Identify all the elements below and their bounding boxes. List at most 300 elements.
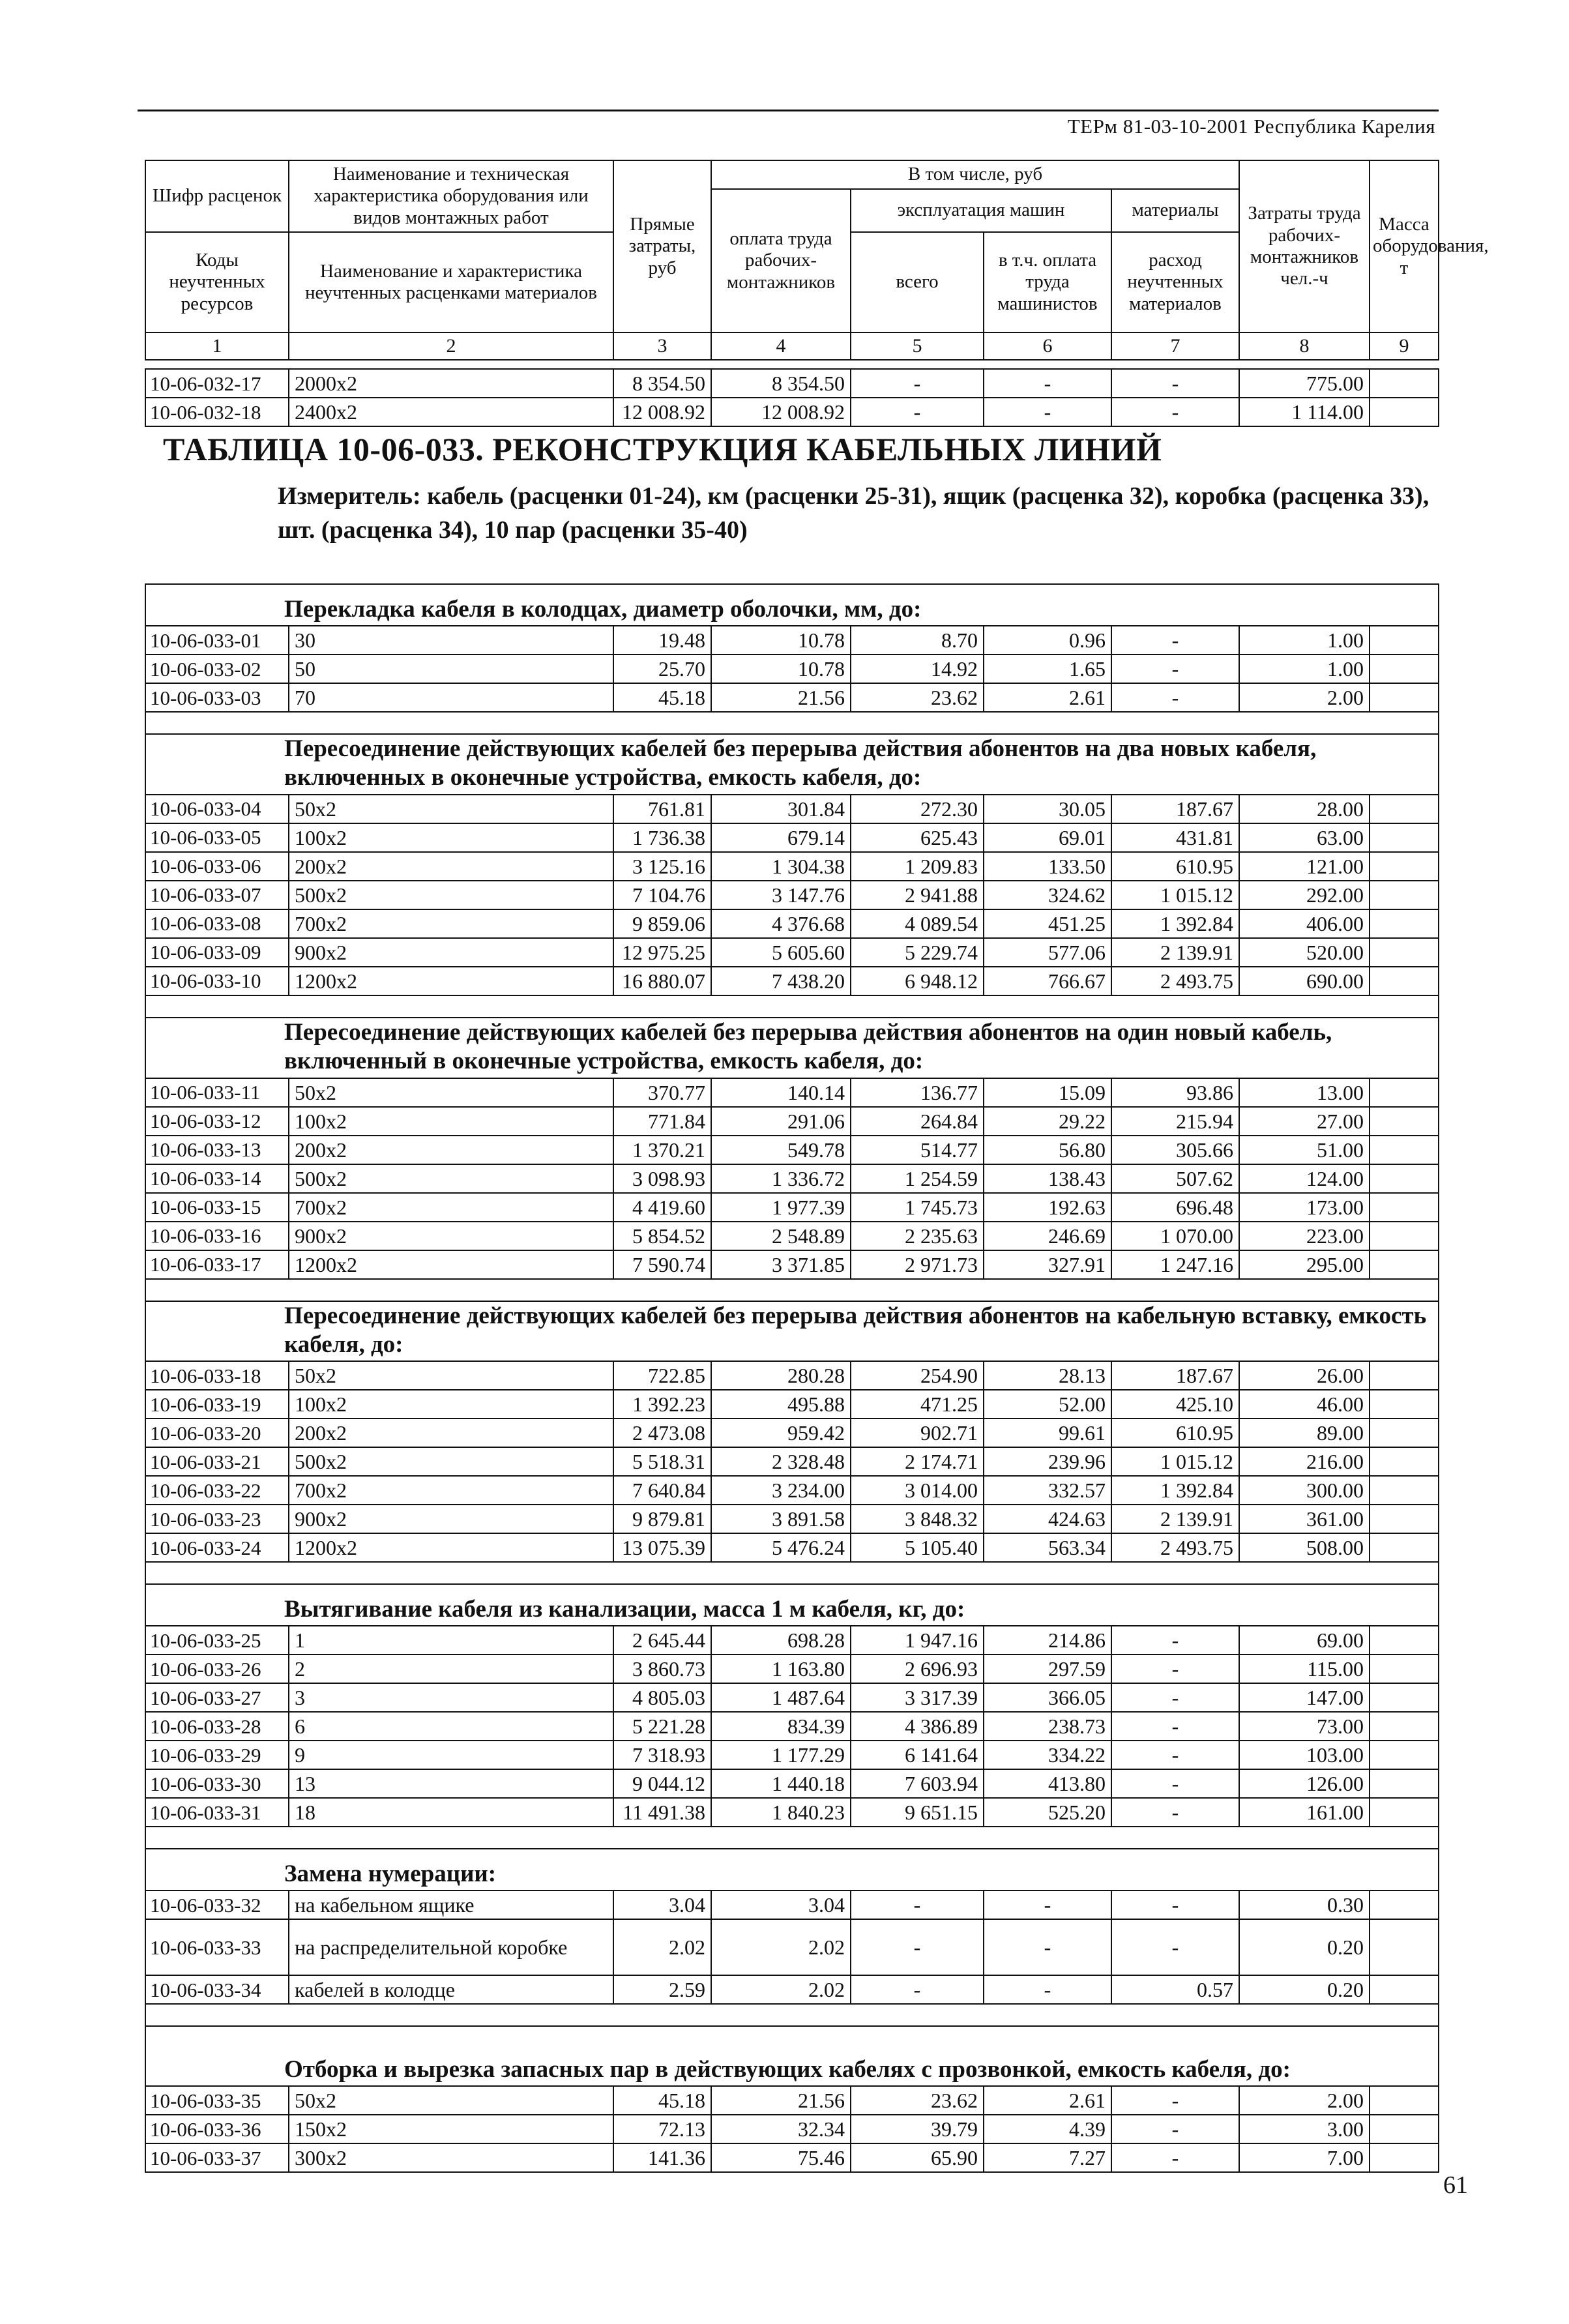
value-cell: 264.84	[851, 1107, 984, 1136]
value-cell: 272.30	[851, 795, 984, 823]
value-cell: 12 975.25	[613, 938, 711, 967]
value-cell	[1370, 1136, 1439, 1164]
rate-code-cell: 10-06-033-28	[145, 1712, 289, 1741]
rate-code-cell: 10-06-033-31	[145, 1798, 289, 1827]
col-code-bottom: Коды неучтенных ресурсов	[145, 232, 289, 332]
column-number-cell: 9	[1370, 332, 1439, 360]
value-cell	[1370, 1769, 1439, 1798]
value-cell	[1370, 1975, 1439, 2004]
table-row	[145, 795, 1439, 823]
value-cell: 8 354.50	[711, 369, 851, 398]
section-spacer	[145, 2004, 1439, 2026]
value-cell: 187.67	[1111, 795, 1239, 823]
value-cell: 1 392.84	[1111, 909, 1239, 938]
table-row	[145, 1476, 1439, 1505]
value-cell: 1 070.00	[1111, 1222, 1239, 1250]
rate-code-cell: 10-06-033-22	[145, 1476, 289, 1505]
value-cell	[1370, 1078, 1439, 1107]
value-cell: -	[1111, 1798, 1239, 1827]
spec-cell: 700x2	[289, 1193, 613, 1222]
value-cell	[1370, 2143, 1439, 2172]
value-cell: 3 371.85	[711, 1250, 851, 1279]
value-cell: 223.00	[1239, 1222, 1370, 1250]
value-cell: -	[1111, 369, 1239, 398]
spec-cell: 50x2	[289, 1078, 613, 1107]
value-cell: 5 221.28	[613, 1712, 711, 1741]
section-title: Перекладка кабеля в колодцах, диаметр оболочки, мм, до:	[145, 584, 1439, 626]
table-row	[145, 938, 1439, 967]
value-cell: 292.00	[1239, 881, 1370, 909]
value-cell: 3.04	[613, 1890, 711, 1919]
value-cell: 291.06	[711, 1107, 851, 1136]
col-equipment-mass: Масса оборудования, т	[1370, 160, 1439, 332]
value-cell: 32.34	[711, 2115, 851, 2143]
col-materials: материалы	[1111, 189, 1239, 232]
value-cell: 2 493.75	[1111, 967, 1239, 995]
value-cell	[1370, 683, 1439, 712]
value-cell	[1370, 1476, 1439, 1505]
value-cell: -	[1111, 2115, 1239, 2143]
value-cell: 45.18	[613, 683, 711, 712]
value-cell: 3 125.16	[613, 852, 711, 881]
value-cell: 4 376.68	[711, 909, 851, 938]
table-row	[145, 1890, 1439, 1919]
value-cell: 28.00	[1239, 795, 1370, 823]
value-cell: 214.86	[984, 1626, 1111, 1655]
value-cell	[1370, 795, 1439, 823]
value-cell	[1370, 967, 1439, 995]
value-cell: 10.78	[711, 626, 851, 655]
value-cell: 2 696.93	[851, 1655, 984, 1683]
value-cell: -	[984, 1919, 1111, 1975]
value-cell: 2.00	[1239, 2086, 1370, 2115]
value-cell: 39.79	[851, 2115, 984, 2143]
value-cell: 56.80	[984, 1136, 1111, 1164]
spec-cell: 100x2	[289, 1390, 613, 1419]
spec-cell: 30	[289, 626, 613, 655]
value-cell: 63.00	[1239, 823, 1370, 852]
value-cell	[1370, 2115, 1439, 2143]
header-rule	[138, 110, 1439, 111]
value-cell	[1370, 938, 1439, 967]
value-cell: 2 493.75	[1111, 1533, 1239, 1562]
value-cell: 7 318.93	[613, 1741, 711, 1769]
value-cell: 99.61	[984, 1419, 1111, 1447]
table-row	[145, 1769, 1439, 1798]
value-cell: 2 548.89	[711, 1222, 851, 1250]
value-cell: -	[1111, 1890, 1239, 1919]
value-cell: 0.20	[1239, 1975, 1370, 2004]
value-cell: 9 879.81	[613, 1505, 711, 1533]
table-title: ТАБЛИЦА 10-06-033. РЕКОНСТРУКЦИЯ КАБЕЛЬНЫХ ЛИНИЙ	[163, 431, 1162, 467]
value-cell: 4 419.60	[613, 1193, 711, 1222]
table-row	[145, 1136, 1439, 1164]
table-row	[145, 1505, 1439, 1533]
value-cell: 1.65	[984, 655, 1111, 683]
value-cell: 413.80	[984, 1769, 1111, 1798]
section-title-row	[145, 584, 1439, 626]
value-cell: 324.62	[984, 881, 1111, 909]
section-title-row	[145, 2026, 1439, 2086]
value-cell: 89.00	[1239, 1419, 1370, 1447]
rate-code-cell: 10-06-032-18	[145, 398, 289, 426]
spec-cell: на распределительной коробке	[289, 1919, 613, 1975]
value-cell: 520.00	[1239, 938, 1370, 967]
value-cell: 495.88	[711, 1390, 851, 1419]
value-cell: -	[1111, 1712, 1239, 1741]
value-cell: 45.18	[613, 2086, 711, 2115]
table-row	[145, 881, 1439, 909]
spec-cell: 200x2	[289, 1419, 613, 1447]
value-cell	[1370, 1533, 1439, 1562]
table-row	[145, 626, 1439, 655]
value-cell: 7 438.20	[711, 967, 851, 995]
rate-code-cell: 10-06-033-26	[145, 1655, 289, 1683]
rate-code-cell: 10-06-033-05	[145, 823, 289, 852]
value-cell: 7 590.74	[613, 1250, 711, 1279]
value-cell: 2.61	[984, 2086, 1111, 2115]
column-number-row	[145, 332, 1439, 360]
value-cell: -	[1111, 1919, 1239, 1975]
value-cell: -	[984, 1890, 1111, 1919]
table-row	[145, 1193, 1439, 1222]
value-cell: 577.06	[984, 938, 1111, 967]
column-number-cell: 4	[711, 332, 851, 360]
value-cell: 332.57	[984, 1476, 1111, 1505]
value-cell: 2 174.71	[851, 1447, 984, 1476]
col-machines-total: всего	[851, 232, 984, 332]
rate-code-cell: 10-06-033-20	[145, 1419, 289, 1447]
value-cell: 72.13	[613, 2115, 711, 2143]
spec-cell: 18	[289, 1798, 613, 1827]
value-cell: 1.00	[1239, 626, 1370, 655]
value-cell: 9 651.15	[851, 1798, 984, 1827]
section-title: Отборка и вырезка запасных пар в действующих кабелях с прозвонкой, емкость кабеля, до:	[145, 2026, 1439, 2086]
value-cell	[1370, 1683, 1439, 1712]
spec-cell: кабелей в колодце	[289, 1975, 613, 2004]
rate-code-cell: 10-06-033-01	[145, 626, 289, 655]
value-cell	[1370, 1250, 1439, 1279]
spec-cell: 6	[289, 1712, 613, 1741]
rate-code-cell: 10-06-033-34	[145, 1975, 289, 2004]
value-cell: 4 805.03	[613, 1683, 711, 1712]
value-cell: 147.00	[1239, 1683, 1370, 1712]
rate-code-cell: 10-06-033-25	[145, 1626, 289, 1655]
table-row	[145, 1078, 1439, 1107]
value-cell: 451.25	[984, 909, 1111, 938]
value-cell: 10.78	[711, 655, 851, 683]
value-cell: 69.01	[984, 823, 1111, 852]
value-cell: 2.61	[984, 683, 1111, 712]
rate-code-cell: 10-06-033-19	[145, 1390, 289, 1419]
value-cell: 46.00	[1239, 1390, 1370, 1419]
page-header: ТЕРм 81-03-10-2001 Республика Карелия	[1067, 115, 1435, 138]
table-row	[145, 369, 1439, 398]
value-cell: 1 487.64	[711, 1683, 851, 1712]
value-cell: 507.62	[1111, 1164, 1239, 1193]
value-cell	[1370, 1505, 1439, 1533]
value-cell: 679.14	[711, 823, 851, 852]
value-cell: 138.43	[984, 1164, 1111, 1193]
rate-code-cell: 10-06-033-09	[145, 938, 289, 967]
value-cell: 959.42	[711, 1419, 851, 1447]
value-cell: 238.73	[984, 1712, 1111, 1741]
value-cell	[1370, 1626, 1439, 1655]
table-row	[145, 1107, 1439, 1136]
table-row	[145, 2086, 1439, 2115]
value-cell: -	[851, 1890, 984, 1919]
value-cell: 1 947.16	[851, 1626, 984, 1655]
value-cell: -	[1111, 1626, 1239, 1655]
value-cell: 696.48	[1111, 1193, 1239, 1222]
column-number-cell: 8	[1239, 332, 1370, 360]
col-name-bottom: Наименование и характеристика неучтенных расценками материалов	[289, 232, 613, 332]
value-cell: 3 234.00	[711, 1476, 851, 1505]
rate-code-cell: 10-06-033-15	[145, 1193, 289, 1222]
table-row	[145, 823, 1439, 852]
value-cell: -	[1111, 655, 1239, 683]
value-cell: 366.05	[984, 1683, 1111, 1712]
spec-cell: 70	[289, 683, 613, 712]
value-cell	[1370, 1390, 1439, 1419]
value-cell	[1370, 1919, 1439, 1975]
table-row	[145, 1533, 1439, 1562]
rate-code-cell: 10-06-033-07	[145, 881, 289, 909]
value-cell: 23.62	[851, 683, 984, 712]
rate-code-cell: 10-06-033-23	[145, 1505, 289, 1533]
value-cell: 722.85	[613, 1361, 711, 1390]
spec-cell: 9	[289, 1741, 613, 1769]
rates-table	[145, 583, 1439, 2173]
value-cell: 525.20	[984, 1798, 1111, 1827]
spec-cell: 1200x2	[289, 1533, 613, 1562]
value-cell: 295.00	[1239, 1250, 1370, 1279]
value-cell: 334.22	[984, 1741, 1111, 1769]
value-cell: 549.78	[711, 1136, 851, 1164]
value-cell: 1 336.72	[711, 1164, 851, 1193]
table-row	[145, 398, 1439, 426]
spec-cell: 100x2	[289, 1107, 613, 1136]
value-cell: 11 491.38	[613, 1798, 711, 1827]
value-cell: 5 476.24	[711, 1533, 851, 1562]
spec-cell: 200x2	[289, 852, 613, 881]
value-cell: 216.00	[1239, 1447, 1370, 1476]
rate-code-cell: 10-06-033-17	[145, 1250, 289, 1279]
value-cell	[1370, 1798, 1439, 1827]
value-cell: 28.13	[984, 1361, 1111, 1390]
value-cell: 766.67	[984, 967, 1111, 995]
value-cell: 902.71	[851, 1419, 984, 1447]
column-number-cell: 1	[145, 332, 289, 360]
spec-cell: 50x2	[289, 2086, 613, 2115]
value-cell: -	[1111, 683, 1239, 712]
value-cell: 2 941.88	[851, 881, 984, 909]
value-cell: 563.34	[984, 1533, 1111, 1562]
value-cell: 115.00	[1239, 1655, 1370, 1683]
value-cell: 1 114.00	[1239, 398, 1370, 426]
value-cell: -	[1111, 1769, 1239, 1798]
value-cell: 5 854.52	[613, 1222, 711, 1250]
value-cell: 280.28	[711, 1361, 851, 1390]
table-row	[145, 967, 1439, 995]
table-row	[145, 1447, 1439, 1476]
column-number-cell: 3	[613, 332, 711, 360]
value-cell: 1 247.16	[1111, 1250, 1239, 1279]
table-row	[145, 1222, 1439, 1250]
table-row	[145, 1419, 1439, 1447]
value-cell: 2 235.63	[851, 1222, 984, 1250]
rate-code-cell: 10-06-033-18	[145, 1361, 289, 1390]
spec-cell: 2	[289, 1655, 613, 1683]
spec-cell: 50x2	[289, 795, 613, 823]
value-cell	[1370, 1419, 1439, 1447]
section-spacer	[145, 995, 1439, 1018]
measure-unit-note: Измеритель: кабель (расценки 01-24), км (расценки 25-31), ящик (расценка 32), коробка (расценка 33), шт. (расценка 34), 10 пар (расценки 35-40)	[278, 482, 1430, 544]
value-cell: 7 104.76	[613, 881, 711, 909]
value-cell: 51.00	[1239, 1136, 1370, 1164]
value-cell: 771.84	[613, 1107, 711, 1136]
value-cell: 301.84	[711, 795, 851, 823]
section-title: Пересоединение действующих кабелей без перерыва действия абонентов на кабельную вставку, емкость кабеля, до:	[145, 1301, 1439, 1362]
col-name-top: Наименование и техническая характеристика оборудования или видов монтажных работ	[289, 160, 613, 232]
rate-code-cell: 10-06-033-12	[145, 1107, 289, 1136]
value-cell: 14.92	[851, 655, 984, 683]
rate-code-cell: 10-06-033-11	[145, 1078, 289, 1107]
table-row	[145, 655, 1439, 683]
value-cell: 1 392.23	[613, 1390, 711, 1419]
col-direct-costs: Прямые затраты, руб	[613, 160, 711, 332]
value-cell: 1 736.38	[613, 823, 711, 852]
value-cell: 2.00	[1239, 683, 1370, 712]
value-cell: 4 386.89	[851, 1712, 984, 1741]
value-cell: 2 328.48	[711, 1447, 851, 1476]
value-cell: 161.00	[1239, 1798, 1370, 1827]
table-row	[145, 1626, 1439, 1655]
section-title-row	[145, 1301, 1439, 1362]
column-number-cell: 7	[1111, 332, 1239, 360]
value-cell	[1370, 1164, 1439, 1193]
value-cell: -	[1111, 2143, 1239, 2172]
value-cell	[1370, 1741, 1439, 1769]
value-cell: 73.00	[1239, 1712, 1370, 1741]
value-cell: 2.02	[711, 1919, 851, 1975]
value-cell	[1370, 909, 1439, 938]
value-cell: 27.00	[1239, 1107, 1370, 1136]
spec-cell: 1200x2	[289, 1250, 613, 1279]
value-cell: 3 098.93	[613, 1164, 711, 1193]
value-cell: 1 015.12	[1111, 881, 1239, 909]
spec-cell: 50x2	[289, 1361, 613, 1390]
value-cell	[1370, 655, 1439, 683]
section-title: Пересоединение действующих кабелей без перерыва действия абонентов на два новых кабеля, включенных в оконечные устройства, емкость кабеля, до:	[145, 734, 1439, 795]
value-cell: 7 603.94	[851, 1769, 984, 1798]
value-cell: -	[1111, 398, 1239, 426]
value-cell: 300.00	[1239, 1476, 1370, 1505]
column-header-table	[145, 160, 1489, 360]
value-cell: 15.09	[984, 1078, 1111, 1107]
value-cell: 424.63	[984, 1505, 1111, 1533]
value-cell: 1.00	[1239, 655, 1370, 683]
spec-cell: 13	[289, 1769, 613, 1798]
value-cell: 761.81	[613, 795, 711, 823]
value-cell: 69.00	[1239, 1626, 1370, 1655]
value-cell: -	[851, 369, 984, 398]
value-cell: 3 014.00	[851, 1476, 984, 1505]
value-cell: 187.67	[1111, 1361, 1239, 1390]
table-row	[145, 1919, 1439, 1975]
value-cell	[1370, 2086, 1439, 2115]
spec-cell: на кабельном ящике	[289, 1890, 613, 1919]
value-cell: -	[851, 1919, 984, 1975]
column-number-cell: 6	[984, 332, 1111, 360]
section-title: Вытягивание кабеля из канализации, масса 1 м кабеля, кг, до:	[145, 1584, 1439, 1626]
value-cell: 1 745.73	[851, 1193, 984, 1222]
table-row	[145, 1975, 1439, 2004]
value-cell: 19.48	[613, 626, 711, 655]
table-row	[145, 2115, 1439, 2143]
value-cell	[1370, 1361, 1439, 1390]
value-cell: 65.90	[851, 2143, 984, 2172]
value-cell: 3 848.32	[851, 1505, 984, 1533]
table-row	[145, 1250, 1439, 1279]
value-cell: 2 473.08	[613, 1419, 711, 1447]
table-row	[145, 1164, 1439, 1193]
section-title-row	[145, 734, 1439, 795]
value-cell: 5 229.74	[851, 938, 984, 967]
value-cell: -	[984, 1975, 1111, 2004]
value-cell: 0.20	[1239, 1919, 1370, 1975]
table-row	[145, 1741, 1439, 1769]
value-cell: 21.56	[711, 683, 851, 712]
value-cell: 1 177.29	[711, 1741, 851, 1769]
value-cell: 5 105.40	[851, 1533, 984, 1562]
value-cell	[1370, 852, 1439, 881]
value-cell	[1370, 1222, 1439, 1250]
value-cell: 2.02	[613, 1919, 711, 1975]
value-cell: 192.63	[984, 1193, 1111, 1222]
value-cell	[1370, 881, 1439, 909]
value-cell: 3 317.39	[851, 1683, 984, 1712]
rate-code-cell: 10-06-033-08	[145, 909, 289, 938]
value-cell: 3.00	[1239, 2115, 1370, 2143]
section-title-row	[145, 1018, 1439, 1078]
section-title: Пересоединение действующих кабелей без перерыва действия абонентов на один новый кабель, включенный в оконечные устройства, емкость кабеля, до:	[145, 1018, 1439, 1078]
value-cell: 2 971.73	[851, 1250, 984, 1279]
value-cell: 1 304.38	[711, 852, 851, 881]
rate-code-cell: 10-06-033-33	[145, 1919, 289, 1975]
rate-code-cell: 10-06-033-10	[145, 967, 289, 995]
rate-code-cell: 10-06-033-14	[145, 1164, 289, 1193]
value-cell: 8 354.50	[613, 369, 711, 398]
value-cell: 690.00	[1239, 967, 1370, 995]
value-cell: 2.59	[613, 1975, 711, 2004]
rate-code-cell: 10-06-033-21	[145, 1447, 289, 1476]
col-materials-unaccounted: расход неучтенных материалов	[1111, 232, 1239, 332]
value-cell: 23.62	[851, 2086, 984, 2115]
spec-cell: 900x2	[289, 938, 613, 967]
spec-cell: 700x2	[289, 1476, 613, 1505]
spec-cell: 500x2	[289, 881, 613, 909]
value-cell: 610.95	[1111, 1419, 1239, 1447]
value-cell	[1370, 823, 1439, 852]
value-cell: 16 880.07	[613, 967, 711, 995]
rate-code-cell: 10-06-032-17	[145, 369, 289, 398]
col-machines-labor: в т.ч. оплата труда машинистов	[984, 232, 1111, 332]
rate-code-cell: 10-06-033-02	[145, 655, 289, 683]
value-cell: -	[851, 398, 984, 426]
value-cell: 13 075.39	[613, 1533, 711, 1562]
value-cell: 21.56	[711, 2086, 851, 2115]
